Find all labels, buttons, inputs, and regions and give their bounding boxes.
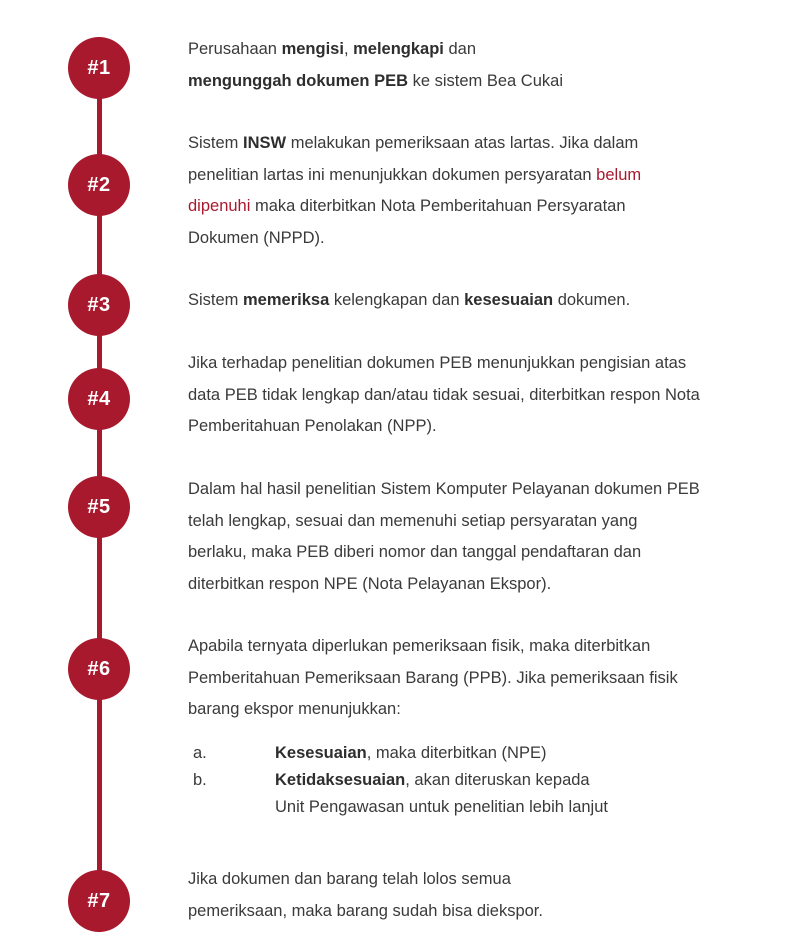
body-text: dokumen. [553, 291, 631, 309]
body-text: diterbitkan respon NPE (Nota Pelayanan Ekspor). [188, 574, 552, 593]
emphasis-text: Kesesuaian [275, 744, 367, 762]
sublist-marker: a. [193, 744, 207, 762]
sublist-item-a [193, 740, 753, 767]
step-badge-1: #1 [68, 37, 130, 99]
body-text: barang ekspor menunjukkan: [188, 700, 401, 718]
body-text: ke sistem Bea Cukai [408, 71, 563, 90]
emphasis-text: kesesuaian [464, 291, 554, 309]
body-text: , [343, 40, 354, 58]
step-text-7 [188, 864, 758, 927]
body-text: Pemberitahuan Pemeriksaan Barang (PPB). Jika pemeriksaan fisik [188, 668, 678, 687]
step-badge-4: #4 [68, 368, 130, 430]
body-text: pemeriksaan, maka barang sudah bisa diekspor. [188, 901, 543, 920]
step-6-sublist [193, 740, 753, 821]
body-text: Sistem [188, 291, 244, 309]
emphasis-text: INSW [243, 134, 287, 152]
body-text: , akan diteruskan kepada [405, 771, 590, 789]
emphasis-text: mengunggah dokumen PEB [188, 71, 409, 90]
step-text-2 [188, 128, 758, 254]
body-text: Pemberitahuan Penolakan (NPP). [188, 417, 437, 435]
highlight-text: belum [596, 165, 642, 184]
step-text-3 [188, 285, 758, 317]
step-text-5 [188, 474, 758, 600]
body-text: Jika dokumen dan barang telah lolos semua [188, 870, 511, 888]
body-text: Jika terhadap penelitian dokumen PEB menunjukkan pengisian atas [188, 354, 687, 372]
body-text: telah lengkap, sesuai dan memenuhi setiap persyaratan yang [188, 511, 638, 530]
body-text: melakukan pemeriksaan atas lartas. Jika dalam [286, 134, 639, 152]
emphasis-text: mengisi [281, 40, 344, 58]
emphasis-text: Ketidaksesuaian [275, 771, 406, 789]
body-text: penelitian lartas ini menunjukkan dokumen persyaratan [188, 165, 597, 184]
body-text: Unit Pengawasan untuk penelitian lebih lanjut [275, 798, 608, 816]
highlight-text: dipenuhi [188, 197, 251, 215]
body-text: maka diterbitkan Nota Pemberitahuan Persyaratan [250, 197, 626, 215]
body-text: Perusahaan [188, 40, 282, 58]
emphasis-text: melengkapi [353, 40, 444, 58]
body-text: dan [443, 40, 477, 58]
step-text-6 [188, 631, 758, 726]
sublist-text [275, 740, 546, 767]
body-text: Apabila ternyata diperlukan pemeriksaan fisik, maka diterbitkan [188, 637, 651, 655]
body-text: , maka diterbitkan (NPE) [366, 744, 547, 762]
body-text: data PEB tidak lengkap dan/atau tidak sesuai, diterbitkan respon Nota [188, 385, 700, 404]
step-text-1 [188, 34, 758, 97]
sublist-item-b [193, 767, 753, 821]
body-text: berlaku, maka PEB diberi nomor dan tanggal pendaftaran dan [188, 543, 642, 561]
step-text-4 [188, 348, 758, 443]
step-badge-2: #2 [68, 154, 130, 216]
body-text: Dalam hal hasil penelitian Sistem Komputer Pelayanan dokumen PEB [188, 480, 700, 498]
step-badge-6: #6 [68, 638, 130, 700]
sublist-marker: b. [193, 771, 207, 789]
step-badge-7: #7 [68, 870, 130, 932]
step-badge-5: #5 [68, 476, 130, 538]
emphasis-text: memeriksa [243, 291, 330, 309]
step-badge-3: #3 [68, 274, 130, 336]
sublist-text [275, 767, 608, 821]
body-text: Dokumen (NPPD). [188, 228, 325, 247]
body-text: kelengkapan dan [329, 291, 465, 309]
body-text: Sistem [188, 134, 244, 152]
